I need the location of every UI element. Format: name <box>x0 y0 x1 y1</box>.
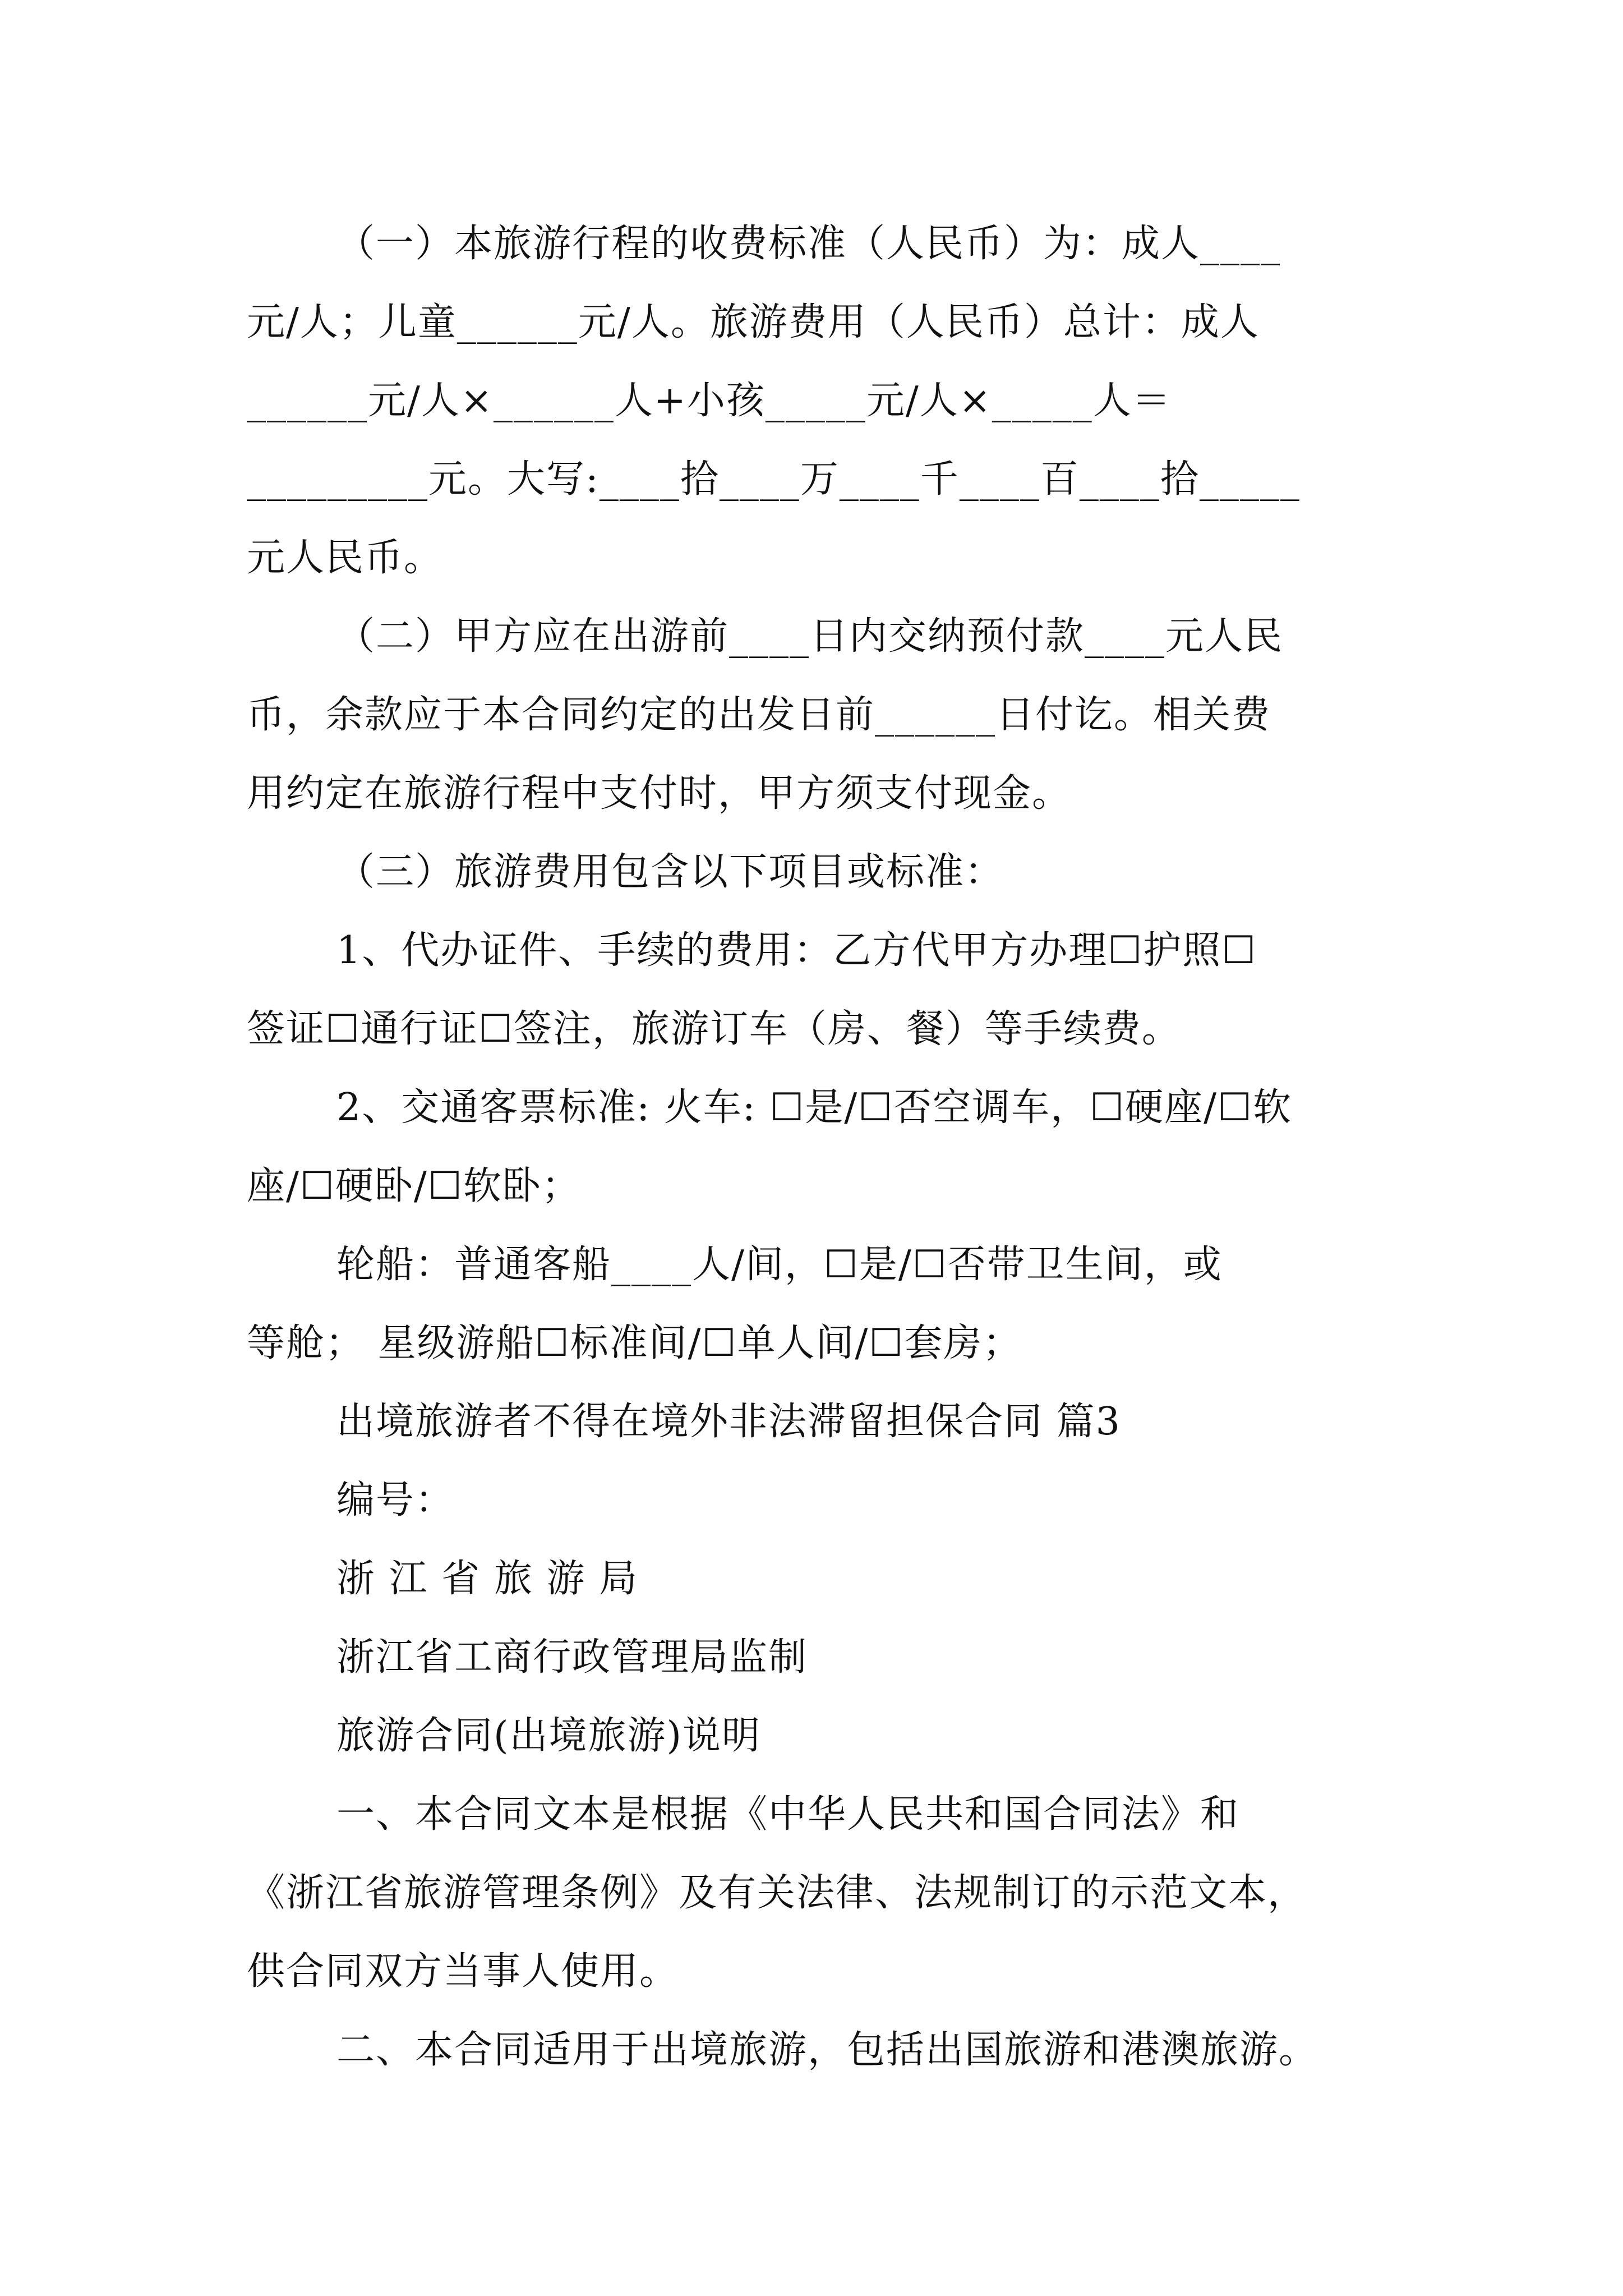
paragraph-2-line-1: （二）甲方应在出游前____日内交纳预付款____元人民 <box>336 614 1284 659</box>
paragraph-3-line-1: （三）旅游费用包含以下项目或标准： <box>336 850 1004 894</box>
issuer-bureau: 浙 江 省 旅 游 局 <box>336 1557 639 1601</box>
explanation-1-line-3: 供合同双方当事人使用。 <box>247 1949 679 1994</box>
paragraph-1-line-1: （一）本旅游行程的收费标准（人民币）为：成人____ <box>336 222 1281 266</box>
paragraph-1-line-5: 元人民币。 <box>247 536 444 580</box>
paragraph-6-line-1: 轮船：普通客船____人/间，☐是/☐否带卫生间，或 <box>336 1243 1223 1287</box>
paragraph-1-line-3: ______元/人×______人+小孩_____元/人×_____人＝ <box>247 379 1172 423</box>
paragraph-1-line-4: _________元。大写:____拾____万____千____百____拾_____ <box>247 457 1301 501</box>
supervisor-bureau: 浙江省工商行政管理局监制 <box>336 1635 808 1680</box>
explanation-1-line-2: 《浙江省旅游管理条例》及有关法律、法规制订的示范文本， <box>247 1871 1307 1915</box>
paragraph-1-line-2: 元/人；儿童______元/人。旅游费用（人民币）总计：成人 <box>247 300 1260 344</box>
paragraph-6-line-2: 等舱； 星级游船☐标准间/☐单人间/☐套房； <box>247 1321 1022 1365</box>
explanation-2-line-1: 二、本合同适用于出境旅游，包括出国旅游和港澳旅游。 <box>336 2028 1318 2072</box>
paragraph-5-line-2: 座/☐硬卧/☐软卧； <box>247 1164 581 1208</box>
paragraph-4-line-2: 签证☐通行证☐签注，旅游订车（房、餐）等手续费。 <box>247 1007 1181 1051</box>
paragraph-4-line-1: 1、代办证件、手续的费用：乙方代甲方办理☐护照☐ <box>336 928 1257 973</box>
paragraph-5-line-1: 2、交通客票标准: 火车: ☐是/☐否空调车，☐硬座/☐软 <box>336 1085 1292 1130</box>
contract-title: 旅游合同(出境旅游)说明 <box>336 1714 762 1758</box>
section-heading: 出境旅游者不得在境外非法滞留担保合同 篇3 <box>336 1400 1121 1444</box>
explanation-1-line-1: 一、本合同文本是根据《中华人民共和国合同法》和 <box>336 1792 1240 1837</box>
paragraph-2-line-2: 币，余款应于本合同约定的出发日前______日付讫。相关费 <box>247 693 1271 737</box>
paragraph-2-line-3: 用约定在旅游行程中支付时，甲方须支付现金。 <box>247 771 1072 816</box>
serial-number-label: 编号： <box>336 1478 455 1522</box>
